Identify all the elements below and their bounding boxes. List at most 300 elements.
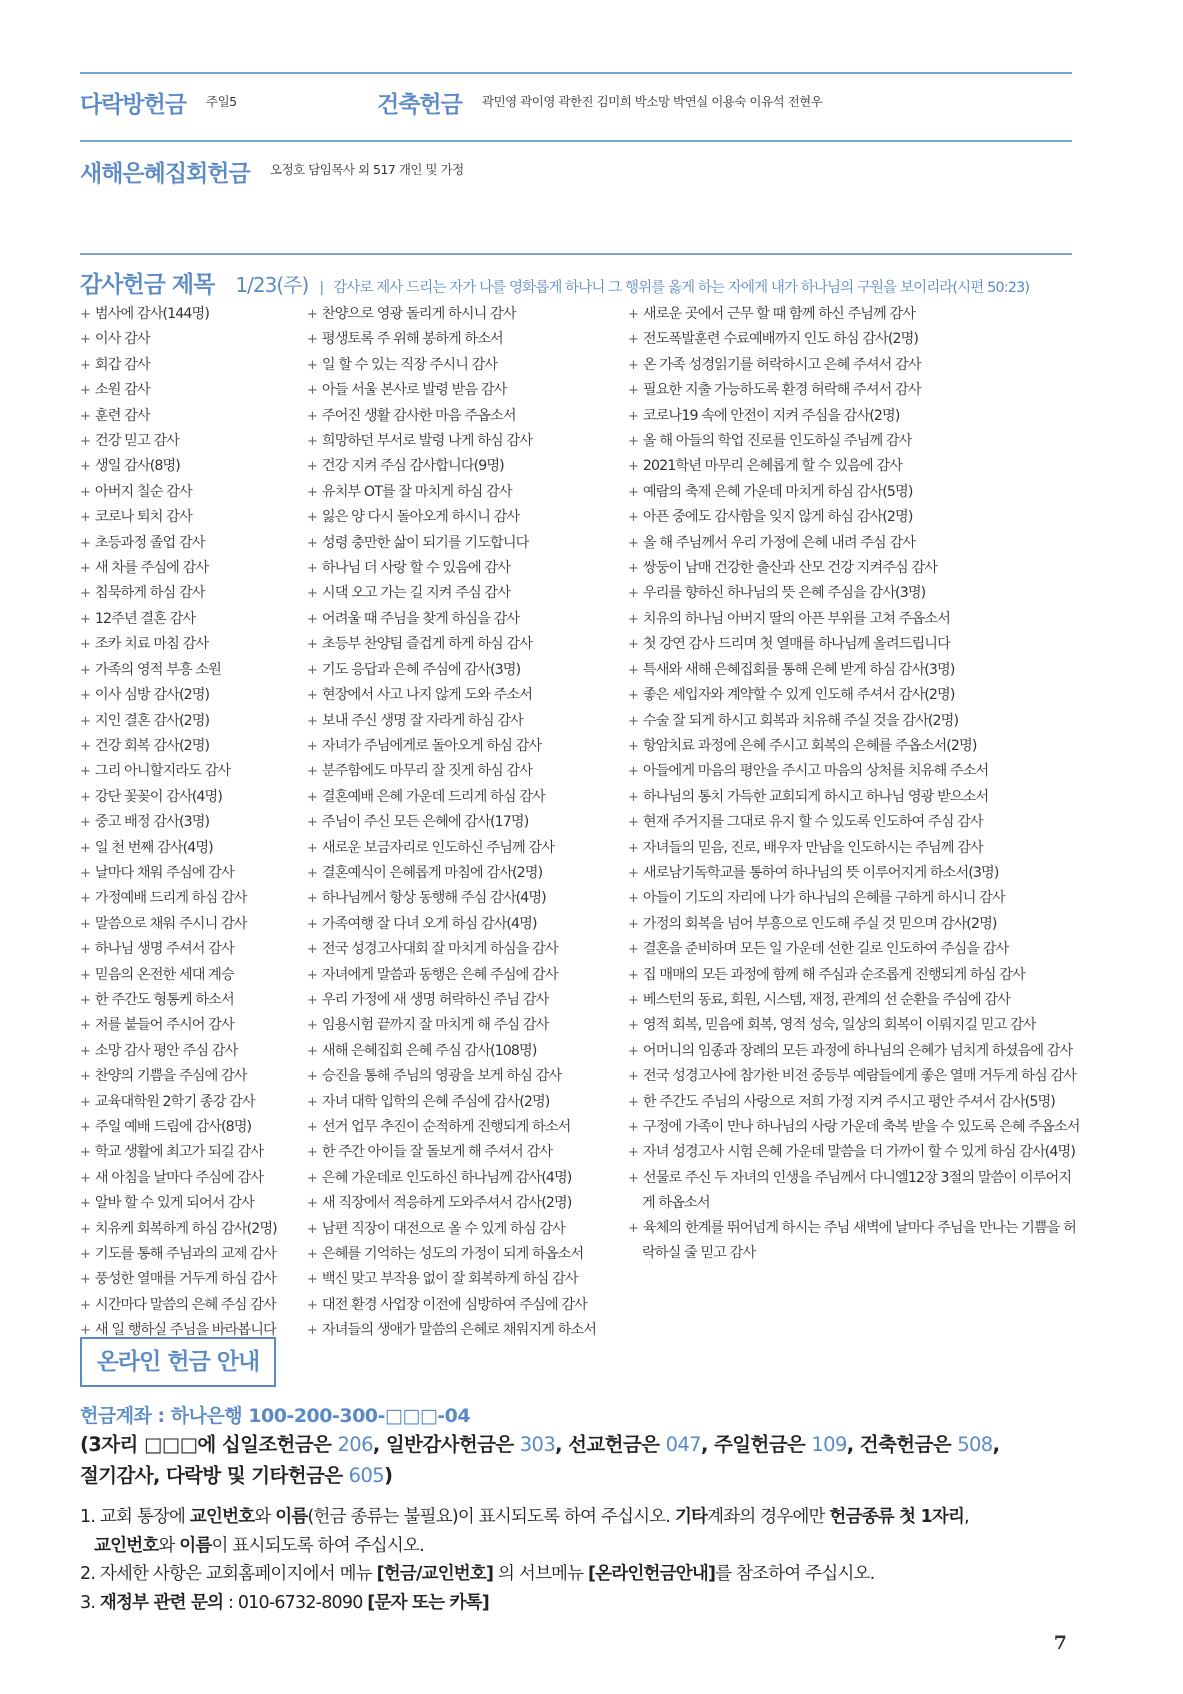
thanks-item-text: 치유의 하나님 아버지 딸의 아픈 부위를 고쳐 주옵소서 [642,610,950,627]
plus-icon: + [80,1170,91,1186]
thanks-item-text: 지인 결혼 감사(2명) [94,712,210,729]
plus-icon: + [80,840,91,856]
instr-text: : 010-6732-8090 [223,1592,368,1613]
offering-codes [80,1429,1080,1491]
thanks-item-text: 새 직장에서 적응하게 도와주셔서 감사(2명) [321,1195,572,1212]
thanks-item-text: 교육대학원 2학기 종강 감사 [94,1093,255,1110]
thanks-item-text: 아버지 칠순 감사 [94,483,192,500]
thanks-item [307,886,627,911]
thanks-item-text: 필요한 지출 가능하도록 환경 허락해 주셔서 감사 [642,382,921,399]
thanks-item [628,963,1078,988]
plus-icon: + [628,357,639,373]
thanks-item [80,1064,300,1089]
instr-text: 2. 자세한 사항은 교회홈페이지에서 메뉴 [80,1564,377,1584]
thanks-item-text: 자녀 성경고사 시험 은혜 가운데 말씀을 더 가까이 할 수 있게 하심 감사(4명) [642,1144,1075,1161]
thanks-item [307,556,627,581]
thanks-item-text: 자녀들의 믿음, 진로, 배우자 만남을 인도하시는 주님께 감사 [642,839,983,856]
plus-icon: + [307,611,318,627]
thanks-item-text: 소망 감사 평안 주심 감사 [94,1042,238,1059]
thanks-item [628,505,1078,530]
thanks-item [307,759,627,784]
thanks-item-text: 수술 잘 되게 하시고 회복과 치유해 주실 것을 감사(2명) [642,712,959,729]
top-divider [80,72,1072,74]
thanks-item-text: 중고 배정 감사(3명) [94,814,210,831]
plus-icon: + [307,535,318,551]
plus-icon: + [628,307,639,322]
plus-icon: + [307,662,318,678]
plus-icon: + [307,459,318,475]
building-title: 건축헌금 [377,92,462,118]
instr-bold: 헌금종류 첫 1자리 [829,1507,965,1527]
thanks-item-text: 침묵하게 하심 감사 [94,585,205,602]
thanks-item-text: 좋은 세입자와 계약할 수 있게 인도해 주셔서 감사(2명) [642,687,955,704]
thanks-header [80,266,1029,299]
plus-icon: + [80,408,91,424]
thanks-item [80,988,300,1013]
plus-icon: + [307,840,318,856]
plus-icon: + [628,586,639,602]
thanks-item [628,480,1078,505]
plus-icon: + [628,1018,639,1034]
thanks-item-text: 새 차를 주심에 감사 [94,560,209,577]
plus-icon: + [307,1297,318,1313]
thanks-item-text: 유치부 OT를 잘 마치게 하심 감사 [321,483,512,500]
thanks-item-text: 초등과정 졸업 감사 [94,534,205,551]
plus-icon: + [307,764,318,780]
codes-prefix: (3자리 □□□에 십일조헌금은 [80,1433,332,1456]
plus-icon: + [628,815,639,831]
thanks-item-text: 현재 주거지를 그대로 유지 할 수 있도록 인도하여 주심 감사 [642,814,983,831]
plus-icon: + [307,789,318,805]
thanks-item [80,404,300,429]
thanks-item [307,1318,627,1343]
instr-text: 이 표시되도록 하여 주십시오. [211,1535,424,1556]
plus-icon: + [307,1323,318,1339]
plus-icon: + [80,535,91,551]
thanks-item-text: 임용시험 끝까지 잘 마치게 해 주심 감사 [321,1017,549,1034]
plus-icon: + [628,840,639,856]
instr-bold: [문자 또는 카톡] [367,1592,489,1613]
thanks-item [628,1166,1082,1216]
plus-icon: + [80,611,91,627]
plus-icon: + [307,1145,318,1161]
plus-icon: + [628,637,639,653]
thanks-item [307,1217,627,1242]
thanks-item-text: 올 해 주님께서 우리 가정에 은혜 내려 주심 감사 [642,534,916,551]
thanks-item-text: 날마다 채워 주심에 감사 [94,864,234,881]
thanks-item-text: 새 아침을 날마다 주심에 감사 [94,1169,264,1186]
plus-icon: + [307,1018,318,1034]
thanks-item [307,1064,627,1089]
instruction-2 [80,1560,1090,1589]
plus-icon: + [80,865,91,881]
thanks-item-text: 어려울 때 주님을 찾게 하심을 감사 [321,610,520,627]
thanks-item-text: 초등부 찬양팀 즐겁게 하게 하심 감사 [321,636,533,653]
thanks-item [307,709,627,734]
plus-icon: + [80,357,91,373]
thanks-item [628,302,1078,327]
thanks-item [628,836,1078,861]
plus-icon: + [307,357,318,373]
thanks-item [80,1140,300,1165]
thanks-item-text: 말씀으로 채워 주시니 감사 [94,915,247,932]
thanks-item-text: 새로운 곳에서 근무 할 때 함께 하신 주님께 감사 [642,306,916,322]
thanks-item-text: 가족의 영적 부흥 소원 [94,661,221,678]
thanks-item-text: 결혼예식이 은혜롭게 마침에 감사(2명) [321,864,543,881]
thanks-item [628,886,1078,911]
thanks-item-text: 하나님의 통치 가득한 교회되게 하시고 하나님 영광 받으소서 [642,788,989,805]
instr-text: 와 [254,1507,276,1527]
plus-icon: + [628,942,639,958]
thanks-item [628,912,1078,937]
thanks-item-text: 올 해 아들의 학업 진로를 인도하실 주님께 감사 [642,433,912,450]
plus-icon: + [628,1094,639,1110]
thanks-item [80,861,300,886]
thanks-item [628,734,1078,759]
thanks-item [628,709,1078,734]
plus-icon: + [628,764,639,780]
plus-icon: + [307,815,318,831]
thanks-item-text: 결혼을 준비하며 모든 일 가운데 선한 길로 인도하여 주심을 감사 [642,941,1009,958]
instruction-1-cont [80,1532,1090,1561]
thanks-item-text: 평생토록 주 위해 봉하게 하소서 [321,331,503,348]
plus-icon: + [307,408,318,424]
online-offering-label: 온라인 헌금 안내 [80,1337,276,1387]
thanks-item-text: 희망하던 부서로 발령 나게 하심 감사 [321,433,533,450]
instructions [80,1503,1090,1617]
thanks-item [628,1013,1078,1038]
thanks-item [307,658,627,683]
thanks-column-2 [307,302,627,1344]
plus-icon: + [628,1145,639,1161]
thanks-item-text: 새로운 보금자리로 인도하신 주님께 감사 [321,839,555,856]
thanks-item [307,1039,627,1064]
thanks-item [628,378,1078,403]
plus-icon: + [80,1247,91,1263]
plus-icon: + [80,561,91,577]
darakbang-title: 다락방헌금 [80,92,187,118]
account-info: 헌금계좌 : 하나은행 100-200-300-□□□-04 [80,1405,471,1427]
thanks-item [307,785,627,810]
thanks-item-text: 생일 감사(8명) [94,458,180,475]
thanks-item-text: 베스턴의 동료, 회원, 시스템, 재정, 관계의 선 순환을 주심에 감사 [642,991,1010,1008]
thanks-item-text: 전국 성경고사에 참가한 비전 중등부 예람들에게 좋은 열매 거두게 하심 감사 [642,1068,1076,1085]
plus-icon: + [80,1145,91,1161]
thanks-item [80,1191,300,1216]
plus-icon: + [307,586,318,602]
code-building: 508 [957,1433,993,1456]
instr-text: 의 서브메뉴 [493,1564,589,1584]
thanks-item-text: 한 주간 아이들 잘 돌보게 해 주셔서 감사 [321,1144,553,1161]
thanks-item [80,1115,300,1140]
thanks-item [307,1140,627,1165]
thanks-item-text: 훈련 감사 [94,407,150,424]
thanks-item [628,861,1078,886]
plus-icon: + [307,1272,318,1288]
thanks-item [307,632,627,657]
plus-icon: + [307,688,318,704]
thanks-item-text: 회갑 감사 [94,356,150,373]
instr-bold: 교인번호 [94,1535,159,1556]
thanks-title: 감사헌금 제목 [80,272,215,298]
thanks-item-text: 한 주간도 형통케 하소서 [94,991,234,1008]
plus-icon: + [80,1323,91,1339]
instr-text: (헌금 종류는 불필요)이 표시되도록 하여 주십시오. [307,1507,675,1527]
plus-icon: + [307,332,318,348]
thanks-item-text: 영적 회복, 믿음에 회복, 영적 성숙, 일상의 회복이 이뤄지길 믿고 감사 [642,1017,1036,1034]
thanks-item-text: 시댁 오고 가는 길 지켜 주심 감사 [321,585,511,602]
thanks-item-text: 범사에 감사(144명) [94,306,209,322]
thanks-item [628,1140,1078,1165]
thanks-date: 1/23(주) [235,273,309,297]
instr-bold: 이름 [275,1507,308,1527]
plus-icon: + [628,992,639,1008]
plus-icon: + [628,484,639,500]
thanks-item-text: 전국 성경고사대회 잘 마치게 하심을 감사 [321,941,558,958]
plus-icon: + [307,967,318,983]
thanks-item [80,505,300,530]
plus-icon: + [307,434,318,450]
thanks-item-text: 어머니의 임종과 장례의 모든 과정에 하나님의 은혜가 넘치게 하셨음에 감사 [642,1042,1073,1059]
plus-icon: + [80,1196,91,1212]
plus-icon: + [80,1069,91,1085]
thanks-item-text: 새 일 행하실 주님을 바라봅니다 [94,1322,276,1339]
thanks-item [307,581,627,606]
thanks-item [628,454,1078,479]
thanks-item [80,302,300,327]
instr-text: 를 참조하여 주십시오. [715,1564,875,1584]
thanks-item [628,1115,1078,1140]
plus-icon: + [307,891,318,907]
thanks-item-text: 12주년 결혼 감사 [94,610,196,627]
thanks-item [307,963,627,988]
thanks-item [307,1013,627,1038]
instr-bold: [헌금/교인번호] [376,1564,494,1584]
plus-icon: + [628,408,639,424]
thanks-item-text: 선거 업무 추진이 순적하게 진행되게 하소서 [321,1119,571,1135]
plus-icon: + [307,713,318,729]
plus-icon: + [628,1220,639,1236]
thanks-item [307,1191,627,1216]
plus-icon: + [628,916,639,932]
thanks-item [628,1090,1078,1115]
plus-icon: + [80,891,91,907]
thanks-item [80,607,300,632]
thanks-item [307,531,627,556]
plus-icon: + [80,307,91,322]
thanks-column-1 [80,302,300,1344]
plus-icon: + [628,738,639,754]
thanks-verse: 감사로 제사 드리는 자가 나를 영화롭게 하나니 그 행위를 옳게 하는 자에게 내가 하나님의 구원을 보이리라(시편 50:23) [333,280,1030,296]
thanks-item-text: 건강 지켜 주심 감사합니다(9명) [321,458,504,475]
codes-sep-1: , 일반감사헌금은 [372,1433,514,1456]
thanks-item [628,632,1078,657]
instr-text: 계좌의 경우에만 [707,1507,830,1527]
thanks-item-text: 대전 환경 사업장 이전에 심방하여 주심에 감사 [321,1296,587,1313]
plus-icon: + [628,561,639,577]
thanks-item [80,658,300,683]
plus-icon: + [307,992,318,1008]
plus-icon: + [307,1043,318,1059]
thanks-item-text: 집 매매의 모든 과정에 함께 해 주심과 순조롭게 진행되게 하심 감사 [642,966,1025,983]
thanks-item [307,353,627,378]
plus-icon: + [628,1043,639,1059]
plus-icon: + [628,967,639,983]
thanks-item-text: 2021학년 마무리 은혜롭게 할 수 있음에 감사 [642,458,902,475]
thanks-item [80,327,300,352]
darakbang-note: 주일5 [206,94,237,109]
thanks-item [628,988,1078,1013]
plus-icon: + [307,1170,318,1186]
plus-icon: + [307,1196,318,1212]
instr-bold: 이름 [179,1535,212,1556]
thanks-item-text: 주일 예배 드림에 감사(8명) [94,1119,252,1135]
plus-icon: + [80,1221,91,1237]
thanks-item-text: 새로남기독학교를 통하여 하나님의 뜻 이루어지게 하소서(3명) [642,864,999,881]
plus-icon: + [80,586,91,602]
thanks-item-text: 학교 생활에 최고가 되길 감사 [94,1144,264,1161]
thanks-item-text: 하나님 생명 주셔서 감사 [94,941,234,958]
plus-icon: + [307,383,318,399]
plus-icon: + [80,484,91,500]
plus-icon: + [628,891,639,907]
thanks-item-text: 이사 감사 [94,331,150,348]
thanks-item-text: 강단 꽃꽂이 감사(4명) [94,788,222,805]
thanks-item [307,302,627,327]
thanks-item-text: 은혜를 기억하는 성도의 가정이 되게 하옵소서 [321,1246,584,1263]
plus-icon: + [80,662,91,678]
thanks-item-text: 자녀에게 말씀과 동행은 은혜 주심에 감사 [321,966,558,983]
thanks-item-text: 한 주간도 주님의 사랑으로 저희 가정 지켜 주시고 평안 주셔서 감사(5명) [642,1093,1055,1110]
thanks-item-text: 믿음의 온전한 세대 계승 [94,966,234,983]
thanks-item-text: 온 가족 성경읽기를 허락하시고 은혜 주셔서 감사 [642,356,921,373]
plus-icon: + [80,332,91,348]
plus-icon: + [307,1247,318,1263]
thanks-item [80,810,300,835]
codes-sep-2: , 선교헌금은 [555,1433,660,1456]
thanks-item [307,1115,627,1140]
instruction-1 [80,1503,1090,1532]
codes-line2-prefix: 절기감사, 다락방 및 기타헌금은 [80,1464,343,1487]
thanks-item-text: 저를 붙들어 주시어 감사 [94,1017,234,1034]
thanks-item [307,683,627,708]
thanks-item-text: 이사 심방 감사(2명) [94,687,210,704]
plus-icon: + [628,434,639,450]
plus-icon: + [628,611,639,627]
plus-icon: + [307,1221,318,1237]
codes-sep-3: , 주일헌금은 [700,1433,806,1456]
plus-icon: + [628,662,639,678]
thanks-item-text: 첫 강연 감사 드리며 첫 열매를 하나님께 올려드립니다 [642,636,950,653]
newyear-note: 오정호 담임목사 외 517 개인 및 가정 [270,162,464,177]
plus-icon: + [628,789,639,805]
thanks-item-text: 구정에 가족이 만나 하나님의 사랑 가운데 축복 받을 수 있도록 은혜 주옵소서 [642,1119,1080,1135]
thanks-item-text: 특새와 새해 은혜집회를 통해 은혜 받게 하심 감사(3명) [642,661,955,678]
thanks-item-text: 백신 맞고 부작용 없이 잘 회복하게 하심 감사 [321,1271,578,1288]
plus-icon: + [307,865,318,881]
thanks-item-text: 결혼예배 은혜 가운데 드리게 하심 감사 [321,788,545,805]
plus-icon: + [80,713,91,729]
thanks-item [628,683,1078,708]
thanks-item-text: 하나님 더 사랑 할 수 있음에 감사 [321,560,511,577]
thanks-item [307,1293,627,1318]
thanks-item-text: 그리 아니할지라도 감사 [94,763,231,780]
code-sunday: 109 [811,1433,847,1456]
thanks-item-text: 코로나19 속에 안전이 지켜 주심을 감사(2명) [642,407,900,424]
thanks-item-text: 주님이 주신 모든 은혜에 감사(17명) [321,814,529,831]
newyear-title: 새해은혜집회헌금 [80,161,250,187]
plus-icon: + [80,1018,91,1034]
plus-icon: + [628,510,639,526]
thanks-item-text: 조카 치료 마침 감사 [94,636,209,653]
thanks-item [80,963,300,988]
thanks-item [628,759,1078,784]
plus-icon: + [80,1120,91,1135]
plus-icon: + [307,561,318,577]
plus-icon: + [307,1094,318,1110]
plus-icon: + [628,1170,639,1186]
instr-bold: 재정부 관련 문의 [99,1592,224,1613]
thanks-item-text: 하나님께서 항상 동행해 주심 감사(4명) [321,890,546,907]
thanks-item-text: 보내 주신 생명 잘 자라게 하심 감사 [321,712,523,729]
thanks-item [80,1039,300,1064]
thanks-item [307,404,627,429]
thanks-item [307,988,627,1013]
thanks-item-text: 아픈 중에도 감사함을 잊지 않게 하심 감사(2명) [642,509,913,526]
plus-icon: + [80,383,91,399]
thanks-item-text: 남편 직장이 대전으로 올 수 있게 하심 감사 [321,1220,565,1237]
thanks-item-text: 현장에서 사고 나지 않게 도와 주소서 [321,687,533,704]
instr-text: 와 [158,1535,180,1556]
thanks-item [628,1039,1078,1064]
plus-icon: + [80,967,91,983]
plus-icon: + [307,484,318,500]
thanks-item [80,378,300,403]
plus-icon: + [80,1272,91,1288]
thanks-item [80,785,300,810]
thanks-item-text: 잃은 양 다시 돌아오게 하시니 감사 [321,509,520,526]
plus-icon: + [80,1043,91,1059]
thanks-item [80,1293,300,1318]
thanks-item [628,785,1078,810]
plus-icon: + [628,459,639,475]
thanks-item [80,1013,300,1038]
plus-icon: + [80,916,91,932]
thanks-item [307,861,627,886]
codes-sep-5: , [992,1433,1000,1456]
plus-icon: + [80,764,91,780]
thanks-item [628,429,1078,454]
thanks-item [80,480,300,505]
plus-icon: + [307,637,318,653]
plus-icon: + [80,815,91,831]
thanks-item-text: 가정의 회복을 넘어 부흥으로 인도해 주실 것 믿으며 감사(2명) [642,915,997,932]
thanks-item [80,886,300,911]
thanks-item [80,581,300,606]
plus-icon: + [307,1120,318,1135]
thanks-item-text: 찬양으로 영광 돌리게 하시니 감사 [321,306,516,322]
thanks-item-text: 우리 가정에 새 생명 허락하신 주님 감사 [321,991,549,1008]
thanks-item-text: 알바 할 수 있게 되어서 감사 [94,1195,254,1212]
thanks-item-text: 찬양의 기쁨을 주심에 감사 [94,1068,247,1085]
thanks-item [307,454,627,479]
thanks-item [628,404,1078,429]
thanks-item-text: 치유케 회복하게 하심 감사(2명) [94,1220,277,1237]
thanks-item-text: 건강 회복 감사(2명) [94,737,210,754]
thanks-item [80,912,300,937]
thanks-item-text: 우리를 향하신 하나님의 뜻 은혜 주심을 감사(3명) [642,585,926,602]
thanks-item [628,556,1078,581]
